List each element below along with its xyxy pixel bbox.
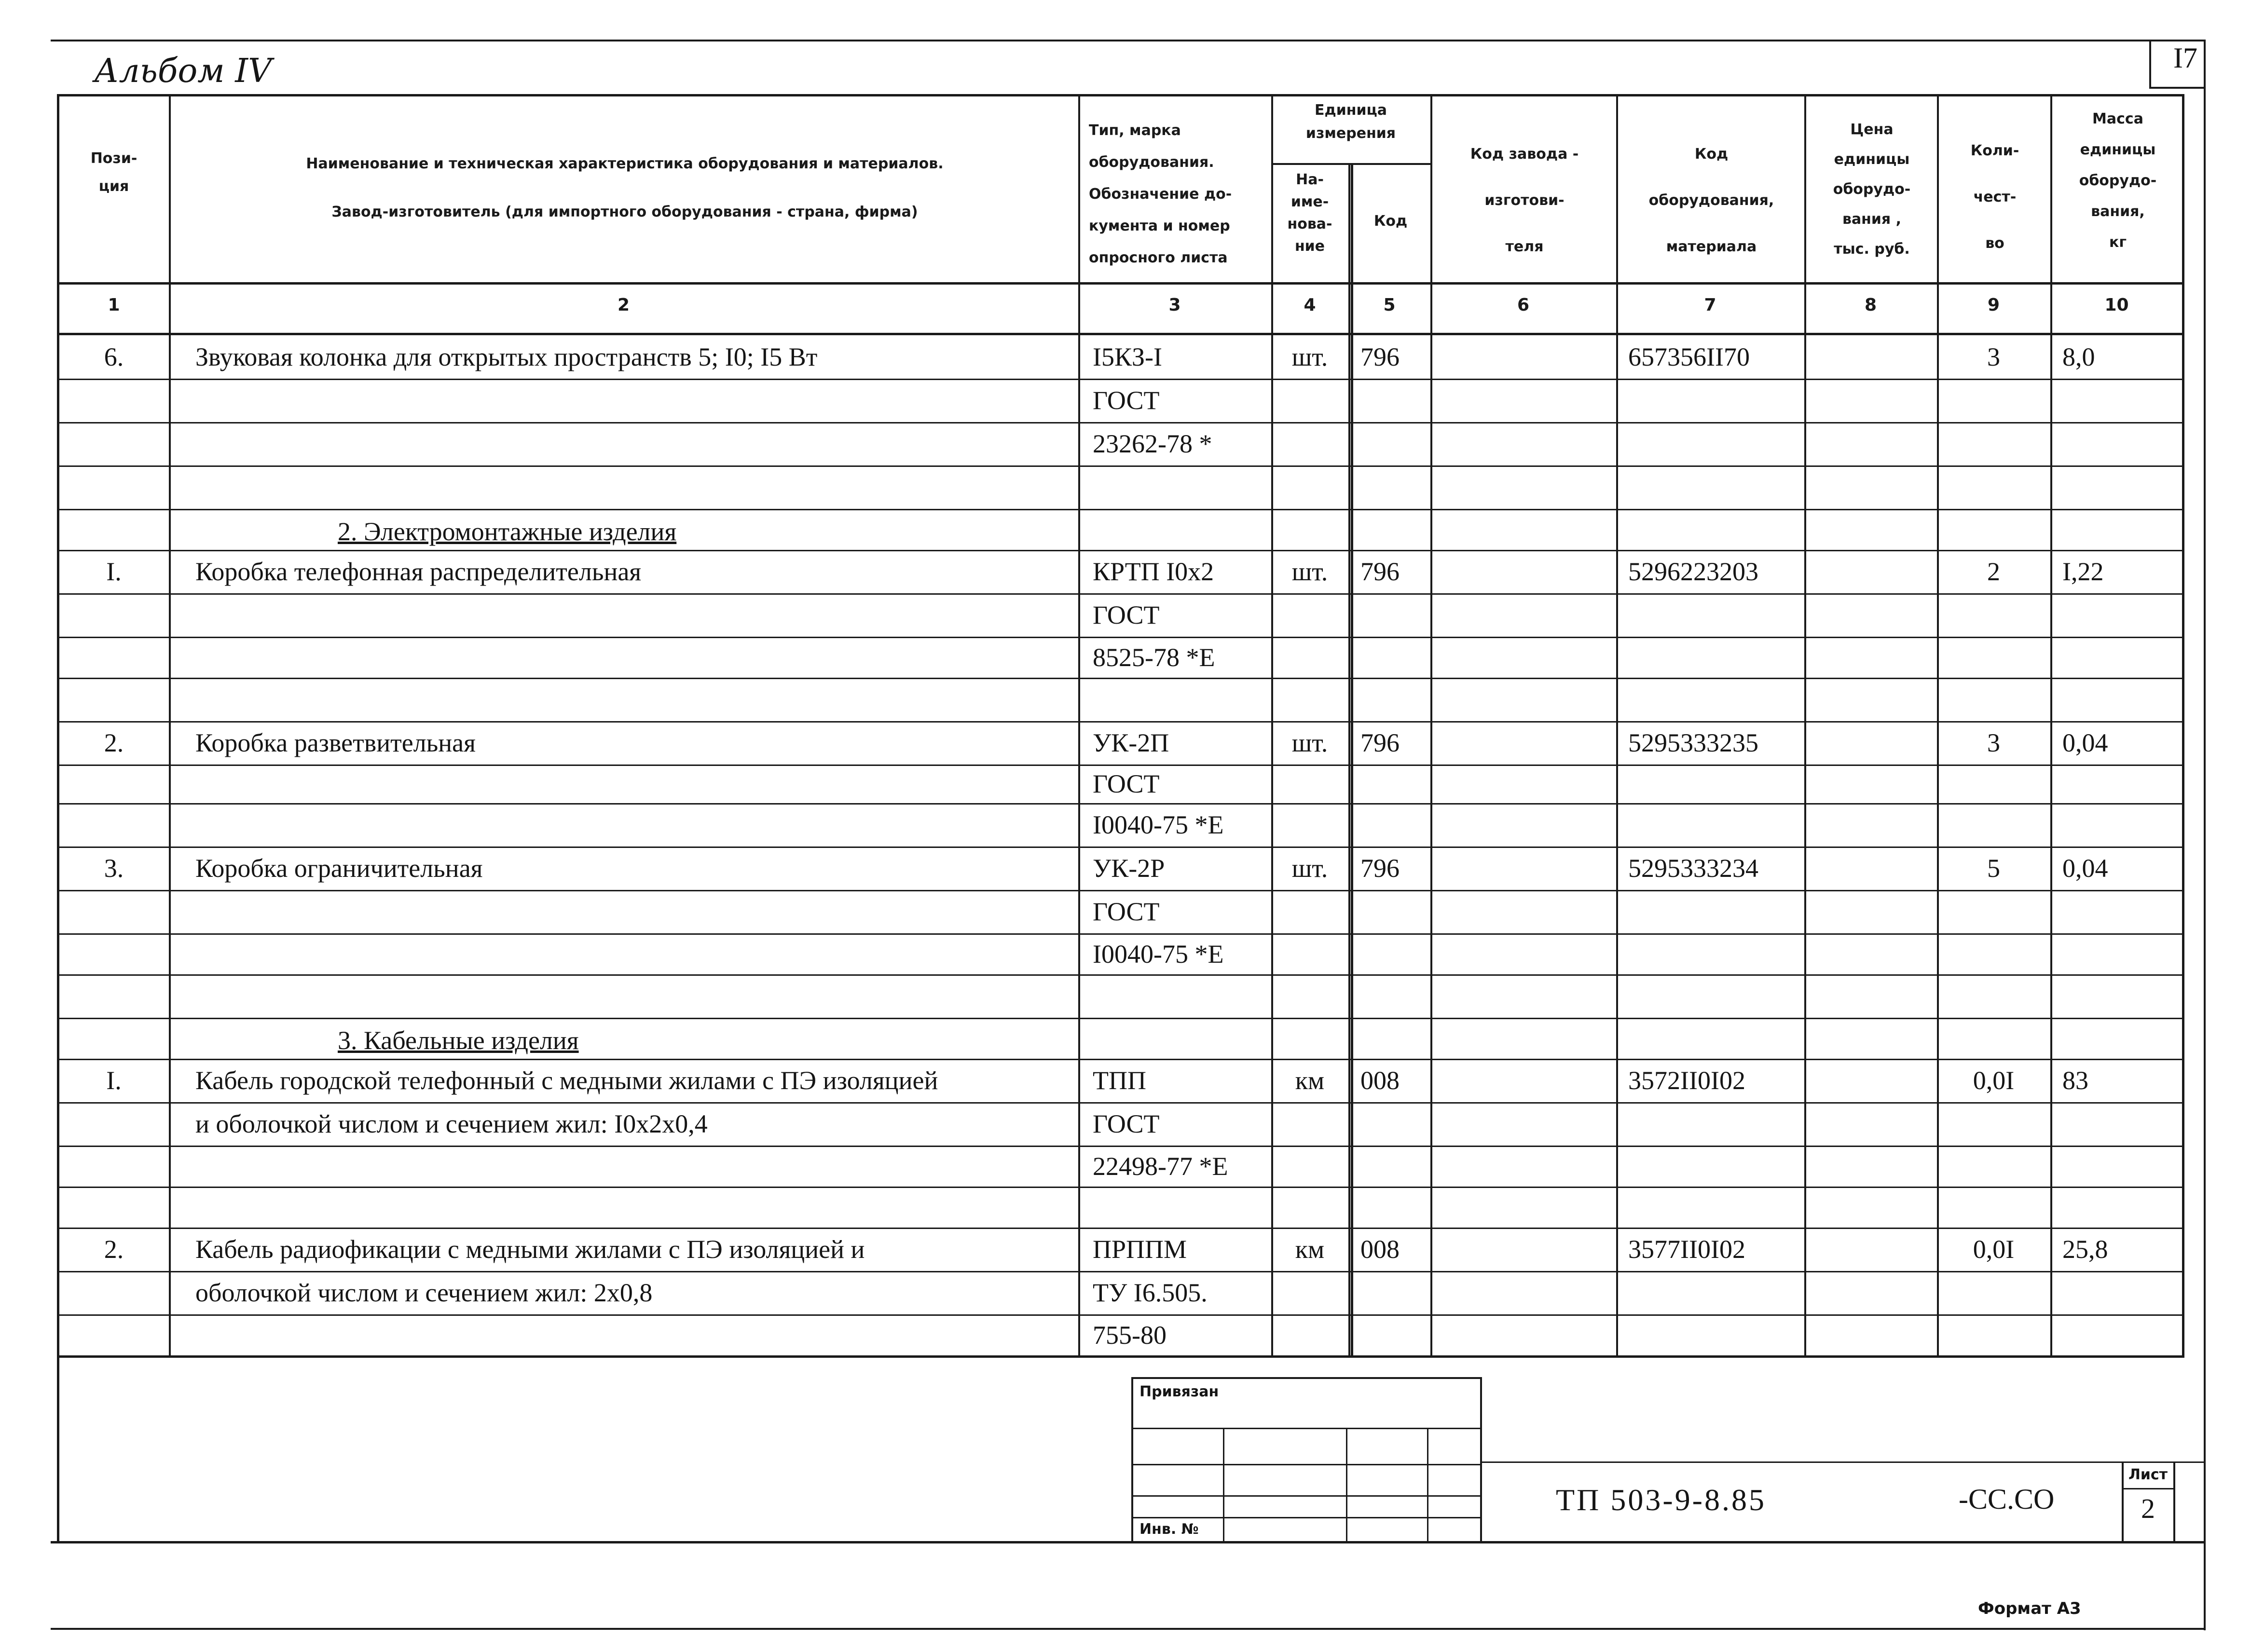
name-cell: Коробка телефонная распределительная bbox=[195, 557, 642, 586]
name-cell: Звуковая колонка для открытых пространств 5; I0; I5 Вт bbox=[195, 342, 818, 371]
stamp-line bbox=[1131, 1377, 1481, 1379]
album-label: Альбом IV bbox=[94, 52, 272, 90]
header-unit-name: На- име- нова- ние bbox=[1287, 171, 1332, 255]
quantity-cell: 0,0I bbox=[1973, 1066, 2015, 1095]
row-line bbox=[59, 803, 2183, 805]
equipment-code-cell: 5295333234 bbox=[1628, 854, 1758, 883]
row-line bbox=[59, 637, 2183, 638]
format-label: Формат А3 bbox=[1978, 1599, 2081, 1618]
stamp-line bbox=[1131, 1428, 1481, 1429]
column-number: 9 bbox=[1987, 295, 2000, 315]
unit-cell: шт. bbox=[1291, 728, 1328, 757]
header-name: Наименование и техническая характеристика оборудования и материалов. Завод-изготовитель (для импортного оборудования - страна, фирма) bbox=[306, 155, 944, 220]
stamp-line bbox=[1131, 1517, 1481, 1518]
header-unit: Единица измерения bbox=[1305, 102, 1396, 142]
name-cell: Коробка ограничительная bbox=[195, 854, 483, 883]
unit-code-cell: 796 bbox=[1360, 854, 1400, 883]
column-divider bbox=[2050, 94, 2052, 1355]
unit-code-cell: 008 bbox=[1360, 1066, 1400, 1095]
row-line bbox=[59, 1018, 2183, 1019]
row-line bbox=[59, 1271, 2183, 1272]
row-line bbox=[59, 1187, 2183, 1188]
row-line bbox=[59, 593, 2183, 595]
mass-cell: 25,8 bbox=[2062, 1235, 2108, 1264]
mass-cell: 0,04 bbox=[2062, 854, 2108, 883]
row-line bbox=[59, 379, 2183, 380]
colnum-bottom-line bbox=[59, 333, 2183, 335]
stamp-line bbox=[1346, 1428, 1347, 1543]
sheet-label: Лист bbox=[2128, 1466, 2168, 1483]
column-number: 3 bbox=[1168, 295, 1181, 315]
row-line bbox=[59, 1314, 2183, 1316]
name-cell: оболочкой числом и сечением жил: 2х0,8 bbox=[195, 1278, 653, 1307]
name-cell: Кабель радиофикации с медными жилами с ПЭ изоляцией и bbox=[195, 1235, 865, 1264]
equipment-code-cell: 5295333235 bbox=[1628, 728, 1758, 757]
table-bottom-border bbox=[51, 1541, 2205, 1543]
column-divider bbox=[1937, 94, 1939, 1355]
quantity-cell: 3 bbox=[1987, 728, 2000, 757]
row-line bbox=[59, 1146, 2183, 1147]
row-line bbox=[59, 974, 2183, 976]
stamp-line bbox=[1131, 1464, 1481, 1465]
type-cell: ГОСТ bbox=[1093, 1109, 1160, 1138]
type-cell: 755-80 bbox=[1093, 1320, 1167, 1350]
column-divider bbox=[1804, 94, 1806, 1355]
column-number: 8 bbox=[1864, 295, 1877, 315]
mass-cell: 8,0 bbox=[2062, 342, 2095, 371]
column-divider bbox=[1078, 94, 1080, 1355]
type-cell: ГОСТ bbox=[1093, 769, 1160, 798]
column-divider bbox=[1616, 94, 1618, 1355]
column-divider bbox=[1351, 163, 1353, 1355]
column-number: 5 bbox=[1383, 295, 1396, 315]
stamp-line bbox=[1131, 1377, 1133, 1543]
stamp-line bbox=[2122, 1461, 2124, 1543]
column-number: 7 bbox=[1704, 295, 1716, 315]
equipment-code-cell: 5296223203 bbox=[1628, 557, 1758, 586]
row-line bbox=[59, 846, 2183, 848]
column-number: 1 bbox=[108, 295, 120, 315]
unit-code-cell: 796 bbox=[1360, 557, 1400, 586]
row-line bbox=[59, 1228, 2183, 1229]
header-unit-code: Код bbox=[1373, 213, 1408, 230]
row-line bbox=[59, 465, 2183, 467]
unit-cell: км bbox=[1295, 1066, 1325, 1095]
row-line bbox=[59, 890, 2183, 891]
row-line bbox=[59, 422, 2183, 423]
row-line bbox=[59, 1059, 2183, 1060]
stamp-bound-label: Привязан bbox=[1139, 1383, 1219, 1400]
frame-right-border bbox=[2204, 87, 2206, 1630]
unit-cell: км bbox=[1295, 1235, 1325, 1264]
unit-code-cell: 796 bbox=[1360, 342, 1400, 371]
header-quantity: Коли- чест- во bbox=[1970, 142, 2019, 252]
name-cell: и оболочкой числом и сечением жил: I0х2х0,4 bbox=[195, 1109, 708, 1138]
unit-cell: шт. bbox=[1291, 854, 1328, 883]
stamp-line bbox=[1131, 1495, 1481, 1497]
header-price: Цена единицы оборудо- вания , тыс. руб. bbox=[1833, 121, 1911, 258]
type-cell: I5КЗ-I bbox=[1093, 342, 1163, 371]
stamp-line bbox=[1480, 1377, 1482, 1543]
header-equipment-code: Код оборудования, материала bbox=[1648, 146, 1774, 255]
mass-cell: 83 bbox=[2062, 1066, 2088, 1095]
column-number: 2 bbox=[617, 295, 630, 315]
equipment-code-cell: 3577II0I02 bbox=[1628, 1235, 1745, 1264]
header-type: Тип, марка оборудования. Обозначение до- кумента и номер опросного листа bbox=[1089, 122, 1232, 266]
table-top-border bbox=[57, 94, 2184, 96]
type-cell: ГОСТ bbox=[1093, 386, 1160, 415]
column-divider bbox=[169, 94, 171, 1355]
type-cell: I0040-75 *Е bbox=[1093, 939, 1224, 969]
document-suffix: -СС.СО bbox=[1959, 1483, 2055, 1515]
mass-cell: 0,04 bbox=[2062, 728, 2108, 757]
equipment-code-cell: 3572II0I02 bbox=[1628, 1066, 1745, 1095]
top-line bbox=[51, 40, 2205, 41]
column-number: 10 bbox=[2104, 295, 2129, 315]
type-cell: ТУ I6.505. bbox=[1093, 1278, 1208, 1307]
stamp-line bbox=[2122, 1488, 2175, 1489]
column-number: 4 bbox=[1304, 295, 1316, 315]
row-line bbox=[59, 933, 2183, 935]
row-line bbox=[59, 1102, 2183, 1104]
position-cell: 6. bbox=[104, 342, 124, 371]
type-cell: КРТП I0х2 bbox=[1093, 557, 1214, 586]
type-cell: ТПП bbox=[1093, 1066, 1146, 1095]
quantity-cell: 5 bbox=[1987, 854, 2000, 883]
name-cell: Кабель городской телефонный с медными жилами с ПЭ изоляцией bbox=[195, 1066, 938, 1095]
type-cell: УК-2Р bbox=[1093, 854, 1165, 883]
header-mass: Масса единицы оборудо- вания, кг bbox=[2079, 110, 2157, 251]
type-cell: 8525-78 *Е bbox=[1093, 642, 1215, 672]
type-cell: ПРППМ bbox=[1093, 1235, 1187, 1264]
unit-cell: шт. bbox=[1291, 557, 1328, 586]
row-line bbox=[59, 721, 2183, 723]
stamp-line bbox=[2173, 1461, 2175, 1543]
column-divider bbox=[1348, 163, 1350, 1355]
type-cell: ГОСТ bbox=[1093, 897, 1160, 926]
section-heading: 2. Электромонтажные изделия bbox=[338, 517, 677, 546]
unit-cell: шт. bbox=[1291, 342, 1328, 371]
position-cell: I. bbox=[106, 1066, 122, 1095]
document-code: ТП 503-9-8.85 bbox=[1556, 1483, 1766, 1517]
mass-cell: I,22 bbox=[2062, 557, 2104, 586]
stamp-line bbox=[1427, 1428, 1428, 1543]
column-divider bbox=[1271, 94, 1273, 1355]
type-cell: 22498-77 *Е bbox=[1093, 1151, 1228, 1181]
sheet-number: 2 bbox=[2141, 1493, 2155, 1524]
section-heading: 3. Кабельные изделия bbox=[338, 1026, 579, 1055]
stamp-line bbox=[1223, 1428, 1224, 1543]
quantity-cell: 3 bbox=[1987, 342, 2000, 371]
position-cell: 2. bbox=[104, 728, 124, 757]
equipment-code-cell: 657356II70 bbox=[1628, 342, 1750, 371]
stamp-inv-label: Инв. № bbox=[1139, 1521, 1199, 1538]
page-bottom-line bbox=[51, 1628, 2205, 1630]
type-cell: УК-2П bbox=[1093, 728, 1169, 757]
page-corner-number: I7 bbox=[2173, 42, 2197, 74]
quantity-cell: 2 bbox=[1987, 557, 2000, 586]
row-line bbox=[59, 678, 2183, 679]
name-cell: Коробка разветвительная bbox=[195, 728, 476, 757]
header-bottom-line bbox=[59, 282, 2183, 285]
position-cell: 3. bbox=[104, 854, 124, 883]
row-line bbox=[59, 550, 2183, 551]
column-divider bbox=[1430, 94, 1432, 1355]
position-cell: 2. bbox=[104, 1235, 124, 1264]
position-cell: I. bbox=[106, 557, 122, 586]
stamp-line bbox=[1480, 1461, 2204, 1463]
header-position: Пози- ция bbox=[90, 150, 137, 195]
type-cell: 23262-78 * bbox=[1093, 429, 1212, 458]
type-cell: ГОСТ bbox=[1093, 601, 1160, 629]
type-cell: I0040-75 *Е bbox=[1093, 810, 1224, 839]
unit-code-cell: 796 bbox=[1360, 728, 1400, 757]
row-line bbox=[59, 765, 2183, 766]
header-factory-code: Код завода - изготови- теля bbox=[1470, 146, 1579, 255]
column-number: 6 bbox=[1517, 295, 1530, 315]
table-body-bottom bbox=[59, 1355, 2183, 1358]
row-line bbox=[59, 509, 2183, 510]
quantity-cell: 0,0I bbox=[1973, 1235, 2015, 1264]
unit-code-cell: 008 bbox=[1360, 1235, 1400, 1264]
